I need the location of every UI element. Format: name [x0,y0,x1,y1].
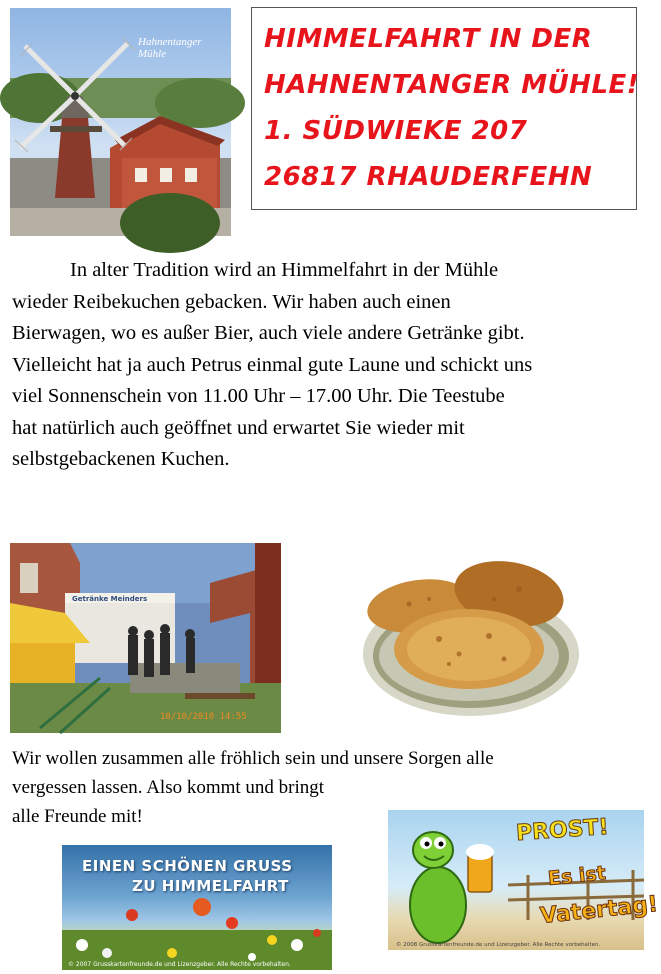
description-line: selbstgebackenen Kuchen. [12,448,230,470]
title-line-4: 26817 RHAUDERFEHN [264,162,593,192]
title-line-2: HAHNENTANGER MÜHLE! [264,70,640,100]
description-line [12,255,637,287]
potato-pancakes-photo [359,544,581,720]
potato-pancakes-illustration [359,544,581,720]
vatertag-banner [388,810,660,950]
title-line-1: HIMMELFAHRT IN DER [264,24,593,54]
windmill-photo [10,8,231,236]
title-line-3: 1. SÜDWIEKE 207 [264,116,528,146]
prost-text: PROST! [515,814,610,847]
drinks-stand-illustration [10,543,281,733]
description-line: hat natürlich auch geöffnet und erwartet Sie wieder mit [12,416,465,439]
event-title-box [251,7,640,210]
vatertag-text: Vatertag! [539,891,660,930]
vatertag-copyright: © 2008 Grusskartenfreunde.de und Lizenzgeber. Alle Rechte vorbehalten. [396,942,601,948]
closing-line: vergessen lassen. Also kommt und bringt [12,777,325,798]
description-line: Vielleicht hat ja auch Petrus einmal gute Laune und schickt uns [12,353,533,376]
himmelfahrt-greeting-banner [62,845,332,970]
banner-greeting-line-2: ZU HIMMELFAHRT [132,877,289,895]
banner-greeting-line-1: EINEN SCHÖNEN GRUSS [82,857,293,875]
photo-timestamp: 10/10/2010 14:55 [160,712,247,722]
es-ist-text: Es ist [547,862,607,890]
drinks-stand-photo [10,543,281,733]
banner-copyright: © 2007 Grusskartenfreunde.de und Lizenzgeber. Alle Rechte vorbehalten. [68,961,291,968]
closing-line: Wir wollen zusammen alle fröhlich sein und unsere Sorgen alle [12,748,494,769]
stand-sign-text: Getränke Meinders [72,595,148,603]
description-line: Bierwagen, wo es außer Bier, auch viele andere Getränke gibt. [12,322,525,344]
description-line-text: In alter Tradition wird an Himmelfahrt in der Mühle [70,259,499,281]
closing-line: alle Freunde mit! [12,806,143,827]
description-line: viel Sonnenschein von 11.00 Uhr – 17.00 Uhr. Die Teestube [12,385,505,407]
description-line: wieder Reibekuchen gebacken. Wir haben auch einen [12,290,451,313]
mill-caption: Hahnentanger Mühle [138,36,202,60]
event-description [12,255,637,476]
